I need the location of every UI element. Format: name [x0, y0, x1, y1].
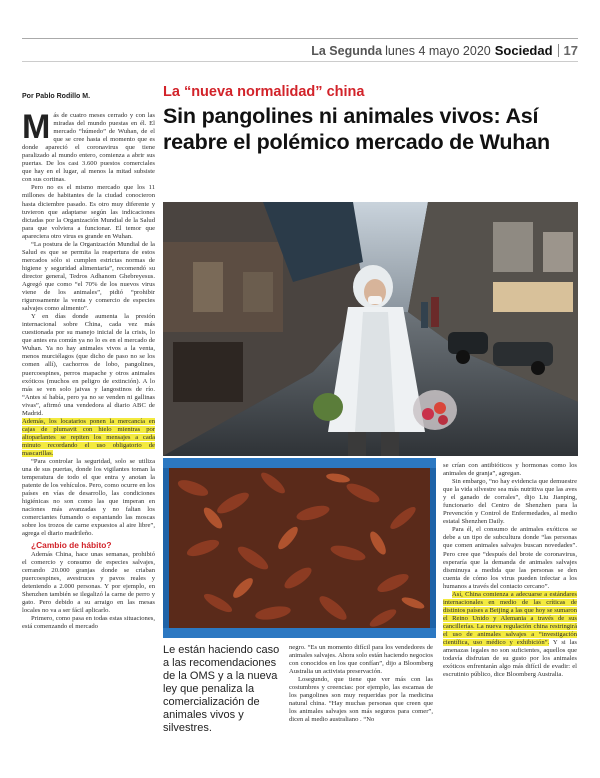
- kicker: La “nueva normalidad” china: [163, 84, 365, 100]
- photo-caption: Le están haciendo caso a las recomendaciones de la OMS y a la nueva ley que penaliza la comercialización de animales vivos y silvestres.: [163, 644, 280, 734]
- crayfish-crate-photo-icon: [163, 458, 436, 638]
- paragraph-text: Y si las amenazas legales no son suficientes, aquellos que todavía disfrutan de su gusto por los animales exóticos enfrentarán algo más difícil de evadir: el escrutinio público, dice Bloomberg Australia.: [443, 639, 577, 679]
- masthead-bottom-rule: [22, 61, 578, 62]
- masthead-top-rule: [22, 38, 578, 39]
- issue-date: lunes 4 mayo 2020: [385, 44, 491, 58]
- article-column-1: [22, 112, 155, 762]
- paragraph-text: ás de cuatro meses cerrado y con las miradas del mundo puestas en él. El mercado “húmedo” de Wuhan, de el que se cree hasta el momento que es donde apareció el coronavirus que tiene paralizado al mundo entero, comienza a abrir sus puertas. De los casi 3.600 puestos comerciales que hay en el lugar, al menos la mitad subsiste con sus cortinas.: [22, 112, 155, 184]
- highlighted-paragraph: [443, 591, 577, 680]
- paragraph: Pero no es el mismo mercado que los 11 millones de habitantes de la ciudad conocieron hasta diciembre pasado. Es otro muy diferente y tuvieron que adaptarse según las indicaciones dictadas por la Organización Mundial de la Salud para que volviera a funcionar. El temor que apareciera otro virus es grande en Wuhan.: [22, 184, 155, 240]
- masthead-divider: [558, 44, 559, 57]
- paragraph: Sin embargo, “no hay evidencia que demuestre que la vida silvestre sea más nutritiva que las aves y el ganado de corrales”, dijo Liu Jianping, funcionario del Centro de Shenzhen para la Prevención y Control de Enfermedades, al medio estatal Shenzhen Daily.: [443, 478, 577, 526]
- market-street-photo: [163, 202, 578, 456]
- paragraph: Losegundo, que tiene que ver más con las costumbres y creencias: por ejemplo, las escamas de los pangolines son muy requeridas por la medicina natural china. “Hay muchas personas que creen que los animales salvajes son más seguros para comer”, dicen al medio australiano . “No: [289, 676, 433, 724]
- page-number: 17: [563, 43, 578, 58]
- highlight-text: Así, China comienza a adecuarse a estándares internacionales en medio de las críticas de distintos países a Beijing a las que hoy se sumaron el Reino Unido y Alemania a través de sus cancillerías. La nueva regulación china restringirá el uso de animales salvajes a “investigación científica, uso médico y exhibición”.: [443, 590, 577, 647]
- drop-cap: M: [22, 112, 51, 146]
- article-column-3: [443, 462, 577, 762]
- paper-name: La Segunda: [311, 44, 383, 58]
- paragraph: negro. “Es un momento difícil para los vendedores de animales salvajes. Ahora solo están haciendo negocios con conocidos en los que confían”, dijo a Bloomberg Australia un activista preservación.: [289, 644, 433, 676]
- byline: Por Pablo Rodillo M.: [22, 93, 91, 100]
- market-street-photo-icon: [163, 202, 578, 456]
- paragraph: “La postura de la Organización Mundial de la Salud es que se permita la reapertura de estos mercados sólo si cumplen estrictas normas de higiene y seguridad alimentaria”, recomendó su director general, Tedros Adhanom Ghebreyesus. Agregó que como “el 70% de los nuevos virus viene de los animales”, pidió “prohibir rigurosamente la venta y comercio de especies salvajes como alimento”.: [22, 240, 155, 313]
- paragraph: [22, 112, 155, 184]
- section-name: Sociedad: [494, 43, 553, 58]
- highlight-text: Además, los locatarios ponen la mercancía en cajas de plumavit con hielo mientras por altoparlantes se repiten los mensajes a cada minuto recordando el uso obligatorio de mascarillas.: [22, 417, 155, 457]
- subheading: ¿Cambio de hábito?: [31, 540, 112, 551]
- crayfish-crate-photo: [163, 458, 436, 638]
- paragraph: Además China, hace unas semanas, prohibió el comercio y consumo de especies salvajes, cerrando 20.000 granjas donde se criaban puercoespines, avestruces y pavos reales y deteniendo a 2.000 personas. Y por ejemplo, en Shenzhen también se ilegalizó la carne de perro y gato. Pero debido a su arraigo en las mesas locales no va a ser fácil aplicarlo.: [22, 550, 155, 614]
- highlighted-paragraph: [22, 418, 155, 458]
- masthead: [311, 43, 578, 58]
- article-column-2: [289, 644, 433, 766]
- paragraph: Primero, como pasa en todas estas situaciones, está comenzando el mercado: [22, 614, 155, 630]
- paragraph: Y en días donde aumenta la presión internacional sobre China, cada vez más cuestionada por su manejo inicial de la crisis, lo que antes era común ya no lo es en el mercado de Wuhan. Ya no hay animales vivos a la venta, menos murciélagos (que dicho de paso no se los comen allí), cachorros de lobo, pangolines, puercoespines, perros mapache y otros animales exóticos (muchos en peligro de extinción). A lo más se ven solo jaivas y langostinos de río. “Antes sí había, pero ya no se venden ni gallinas vivas”, afirmó una vendedora al diario ABC de Madrid.: [22, 313, 155, 417]
- headline: Sin pangolines ni animales vivos: Así reabre el polémico mercado de Wuhan: [163, 104, 550, 154]
- paragraph: Para él, el consumo de animales exóticos se debe a un tipo de subcultura donde “las personas que comen animales salvajes buscan novedades”. Pero cree que “después del brote de coronavirus, esperaría que la demanda de animales salvajes disminuya a medida que las personas se den cuenta de cómo los virus pueden infectar a los humanos a través del contacto cercano”.: [443, 526, 577, 590]
- paragraph: “Para controlar la seguridad, solo se utiliza una de sus puertas, donde los vigilantes toman la temperatura de todo el que entra y anotan la patente de los vehículos. Pero, como ocurre en los países en vías de desarrollo, las condiciones higiénicas no son como las que imperan en naciones más avanzadas y no faltan los comerciantes fumando o espantando las moscas sobre los trozos de carne expuestos al aire libre”, agrega el diario madrileño.: [22, 458, 155, 538]
- paragraph: se crían con antibióticos y hormonas como los animales de granja”, agregan.: [443, 462, 577, 478]
